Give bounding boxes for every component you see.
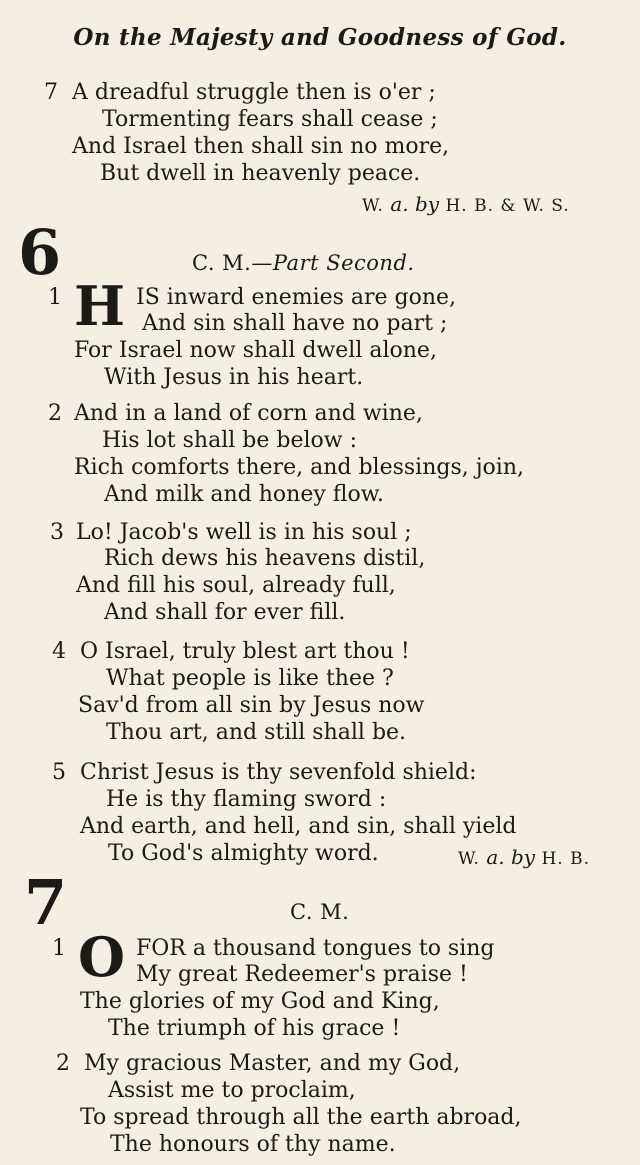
hymn-line: For Israel now shall dwell alone, bbox=[74, 338, 437, 363]
hymn-line: And sin shall have no part ; bbox=[142, 311, 448, 336]
attribution bbox=[362, 192, 570, 216]
attribution-prefix: W. bbox=[362, 196, 384, 216]
hymn-line: The honours of thy name. bbox=[110, 1132, 396, 1157]
hymn-line: And fill his soul, already full, bbox=[76, 573, 396, 598]
hymn-line: And earth, and hell, and sin, shall yield bbox=[80, 814, 517, 839]
hymn-line: Rich dews his heavens distil, bbox=[104, 546, 426, 571]
hymn-line: My gracious Master, and my God, bbox=[84, 1051, 461, 1076]
attribution-prefix: W. bbox=[458, 849, 480, 869]
attribution-italic: a. by bbox=[486, 845, 536, 869]
hymn-line: And Israel then shall sin no more, bbox=[72, 134, 450, 159]
page-header: On the Majesty and Goodness of God. bbox=[73, 24, 567, 51]
hymn-line: IS inward enemies are gone, bbox=[136, 285, 457, 310]
verse-number: 7 bbox=[44, 80, 58, 105]
hymn-line: Thou art, and still shall be. bbox=[106, 720, 407, 745]
hymn-number: 7 bbox=[24, 866, 68, 939]
meter: C. M.— bbox=[192, 251, 273, 275]
verse-number: 2 bbox=[48, 401, 62, 426]
hymn-line: Christ Jesus is thy sevenfold shield: bbox=[80, 760, 477, 785]
hymn-line: And milk and honey flow. bbox=[104, 482, 384, 507]
hymn-line: Tormenting fears shall cease ; bbox=[102, 107, 438, 132]
attribution-suffix: H. B. bbox=[541, 849, 590, 869]
attribution-suffix: H. B. & W. S. bbox=[445, 196, 570, 216]
drop-cap: O bbox=[78, 925, 126, 989]
verse-number: 5 bbox=[52, 760, 66, 785]
hymn-line: To spread through all the earth abroad, bbox=[80, 1105, 522, 1130]
hymn-line: And in a land of corn and wine, bbox=[74, 401, 423, 426]
hymn-line: What people is like thee ? bbox=[106, 666, 394, 691]
hymn-line: Assist me to proclaim, bbox=[108, 1078, 356, 1103]
hymn-line: To God's almighty word. bbox=[108, 841, 379, 866]
hymn-line: Lo! Jacob's well is in his soul ; bbox=[76, 520, 412, 545]
attribution bbox=[458, 845, 590, 869]
hymn-line: Rich comforts there, and blessings, join, bbox=[74, 455, 525, 480]
meter-label bbox=[192, 251, 415, 275]
meter-label: C. M. bbox=[290, 900, 350, 924]
verse-number: 1 bbox=[48, 285, 62, 310]
hymn-line: The triumph of his grace ! bbox=[108, 1016, 401, 1041]
verse-number: 1 bbox=[52, 936, 66, 961]
hymn-line: And shall for ever fill. bbox=[104, 600, 346, 625]
hymn-line: FOR a thousand tongues to sing bbox=[136, 936, 495, 961]
hymn-line: My great Redeemer's praise ! bbox=[136, 962, 468, 987]
drop-cap: H bbox=[74, 274, 126, 338]
hymn-line: His lot shall be below : bbox=[102, 428, 357, 453]
hymn-line: Sav'd from all sin by Jesus now bbox=[78, 693, 425, 718]
verse-number: 2 bbox=[56, 1051, 70, 1076]
hymn-line: With Jesus in his heart. bbox=[104, 365, 364, 390]
verse-number: 3 bbox=[50, 520, 64, 545]
attribution-italic: a. by bbox=[390, 192, 440, 216]
hymn-line: But dwell in heavenly peace. bbox=[100, 161, 421, 186]
hymn-line: A dreadful struggle then is o'er ; bbox=[72, 80, 436, 105]
hymn-line: O Israel, truly blest art thou ! bbox=[80, 639, 410, 664]
hymn-number: 6 bbox=[18, 216, 62, 289]
hymn-line: The glories of my God and King, bbox=[80, 989, 440, 1014]
hymn-line: He is thy flaming sword : bbox=[106, 787, 387, 812]
meter-part: Part Second. bbox=[272, 251, 415, 275]
verse-number: 4 bbox=[52, 639, 66, 664]
